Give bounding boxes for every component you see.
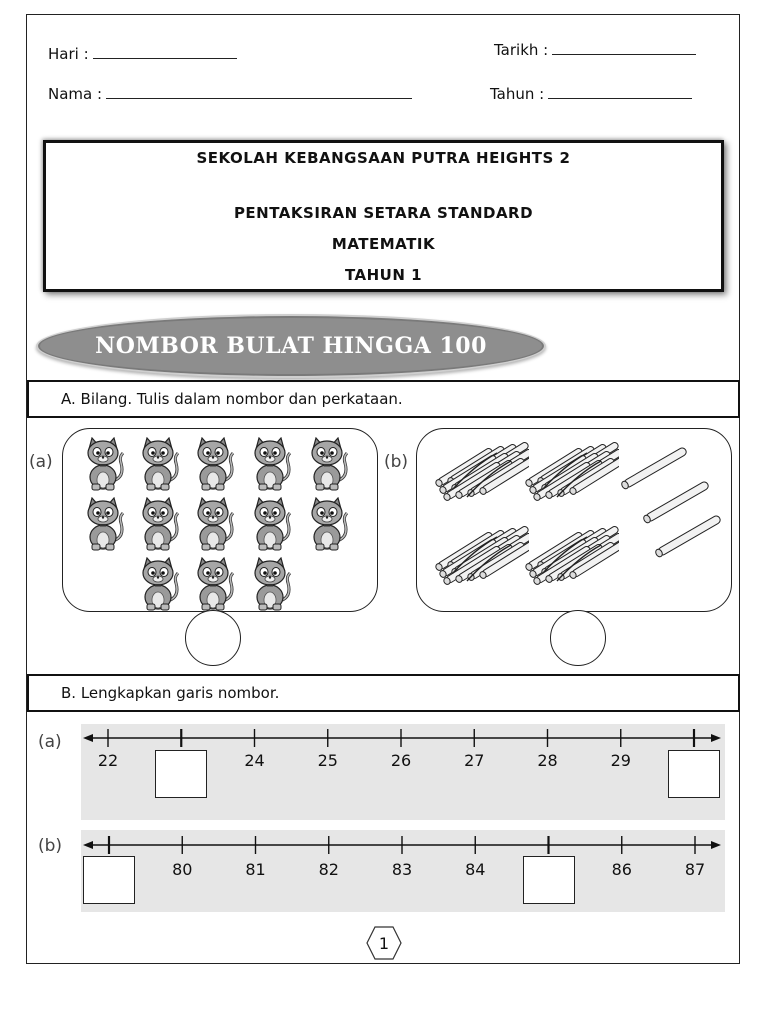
arrow-left-icon [83, 841, 93, 849]
tahun-label: Tahun : [490, 85, 545, 103]
section-a-instruction-box [27, 380, 740, 418]
tick-label: 81 [245, 860, 266, 879]
hari-label: Hari : [48, 45, 89, 63]
line-a-label: (a) [38, 732, 62, 752]
subject-title: MATEMATIK [331, 235, 436, 253]
tick-label: 82 [318, 860, 339, 879]
arrow-left-icon [83, 734, 93, 742]
tahun-field[interactable] [490, 84, 692, 103]
part-b-label: (b) [384, 452, 409, 472]
cat-image [250, 557, 294, 611]
tick-label: 87 [684, 860, 706, 879]
tick-label: 80 [172, 860, 193, 879]
tick-label: 84 [465, 860, 486, 879]
school-name: SEKOLAH KEBANGSAAN PUTRA HEIGHTS 2 [196, 149, 571, 167]
answer-circle-b[interactable] [550, 610, 606, 666]
tick-label: 22 [97, 751, 119, 770]
cat-image [250, 437, 294, 491]
topic-title: NOMBOR BULAT HINGGA 100 [95, 333, 487, 359]
page-number-badge [366, 926, 402, 960]
answer-box[interactable] [83, 856, 135, 904]
cat-image [83, 497, 127, 551]
arrow-right-icon [711, 841, 721, 849]
stick-bundle-image [431, 435, 529, 515]
tick-label: 86 [611, 860, 632, 879]
number-line-a [81, 724, 725, 820]
page-number: 1 [378, 934, 390, 953]
section-b-instruction: B. Lengkapkan garis nombor. [61, 684, 280, 702]
cat-image [307, 437, 351, 491]
cat-image [138, 557, 182, 611]
year-title: TAHUN 1 [344, 266, 423, 284]
cat-image [193, 497, 237, 551]
tahun-blank[interactable] [548, 84, 692, 99]
cat-image [193, 557, 237, 611]
stick-bundle-image [521, 519, 619, 599]
cat-image [193, 437, 237, 491]
tarikh-field[interactable] [494, 40, 696, 59]
assessment-title: PENTAKSIRAN SETARA STANDARD [233, 204, 534, 222]
number-line-b [81, 830, 725, 912]
section-b-instruction-box [27, 674, 740, 712]
answer-box[interactable] [155, 750, 207, 798]
hari-blank[interactable] [93, 44, 237, 59]
cat-image [250, 497, 294, 551]
nama-field[interactable] [48, 84, 412, 103]
cat-image [138, 437, 182, 491]
answer-box[interactable] [668, 750, 720, 798]
title-box [43, 140, 724, 292]
sticks-picture-panel [416, 428, 732, 612]
arrow-right-icon [711, 734, 721, 742]
part-a-label: (a) [29, 452, 53, 472]
nama-blank[interactable] [106, 84, 412, 99]
tick-label: 28 [537, 751, 558, 770]
cat-image [138, 497, 182, 551]
stick-bundle-image [521, 435, 619, 515]
single-stick-image [653, 515, 725, 563]
nama-label: Nama : [48, 85, 103, 103]
answer-box[interactable] [523, 856, 575, 904]
topic-banner [36, 314, 546, 378]
tick-label: 83 [391, 860, 413, 879]
tick-label: 29 [610, 751, 631, 770]
cat-image [83, 437, 127, 491]
answer-circle-a[interactable] [185, 610, 241, 666]
hari-field[interactable] [48, 44, 237, 63]
tick-label: 27 [464, 751, 485, 770]
tarikh-blank[interactable] [552, 40, 696, 55]
tarikh-label: Tarikh : [494, 41, 549, 59]
tick-label: 26 [390, 751, 412, 770]
cat-picture-panel [62, 428, 378, 612]
section-a-instruction: A. Bilang. Tulis dalam nombor dan perkataan. [61, 390, 403, 408]
line-b-label: (b) [38, 836, 63, 856]
tick-label: 24 [244, 751, 265, 770]
cat-image [307, 497, 351, 551]
tick-label: 25 [317, 751, 338, 770]
stick-bundle-image [431, 519, 529, 599]
